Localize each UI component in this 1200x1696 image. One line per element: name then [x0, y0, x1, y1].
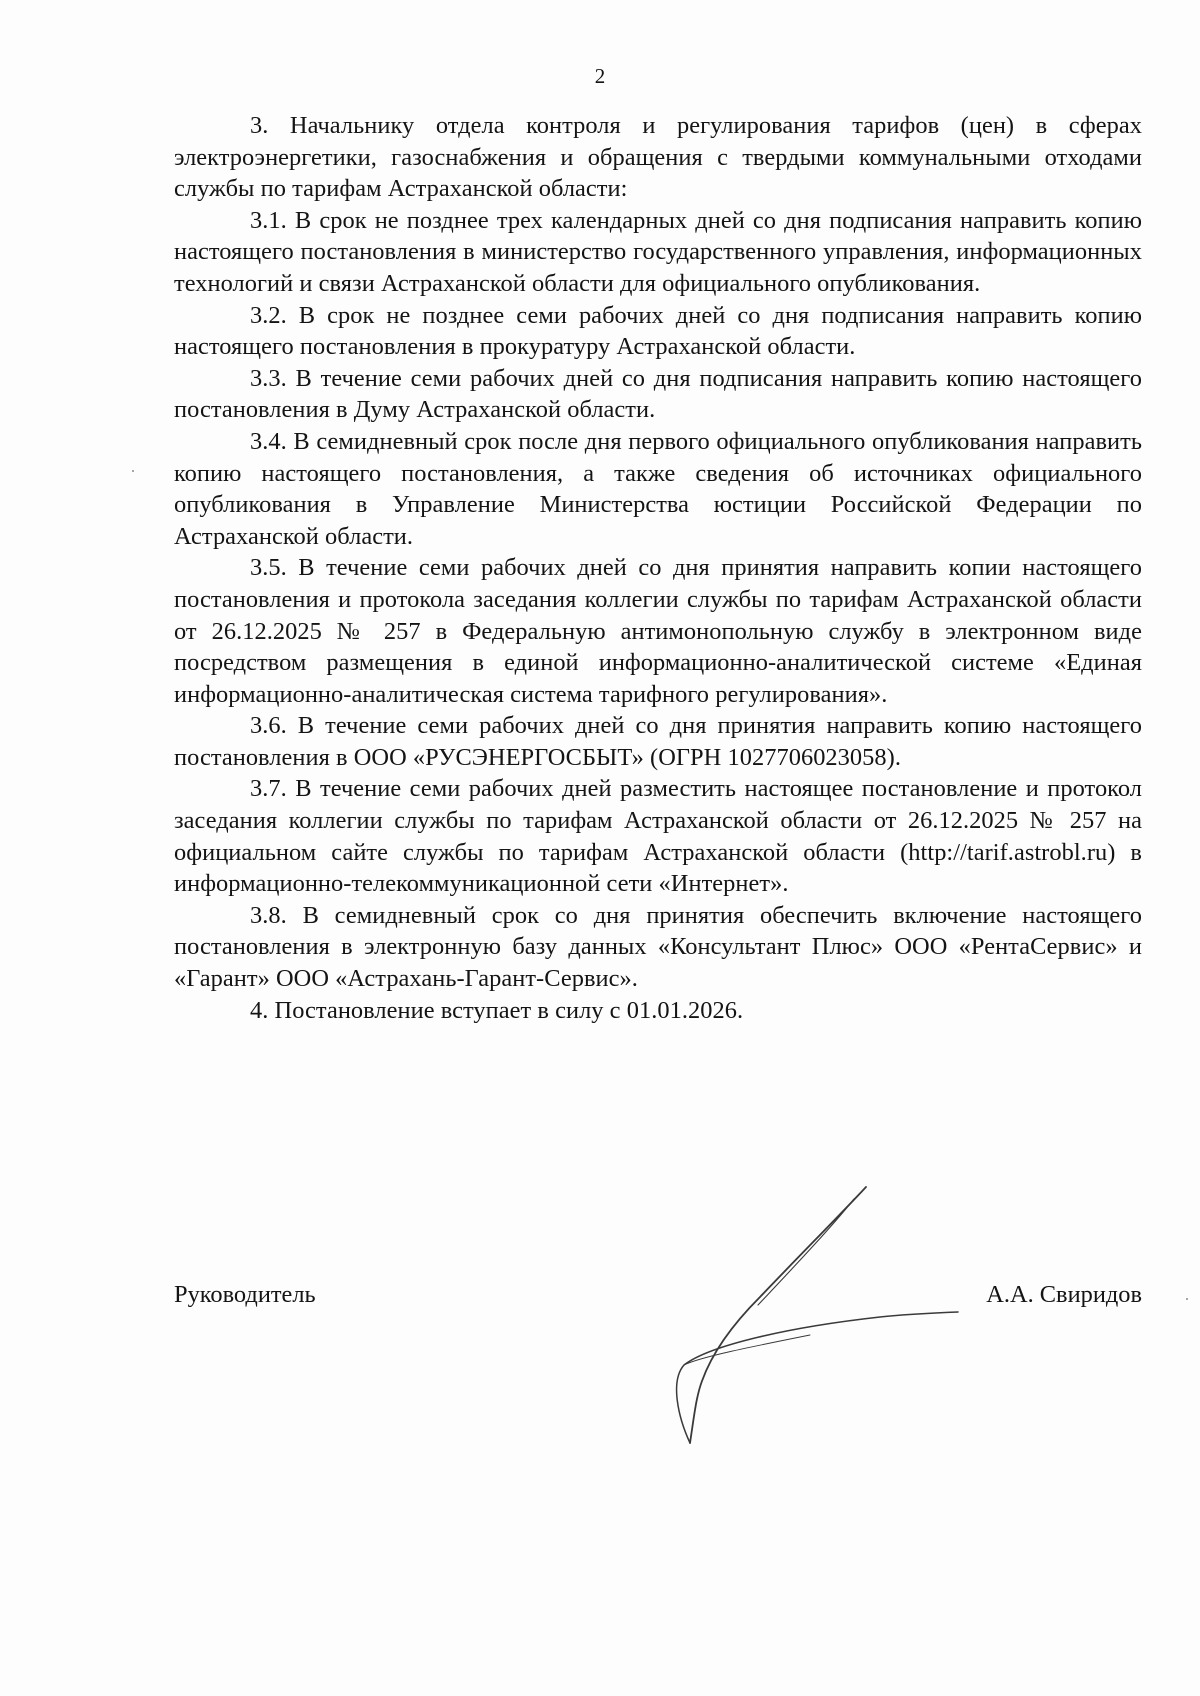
paragraph-3-6: 3.6. В течение семи рабочих дней со дня принятия направить копию настоящего постановления в ООО «РУСЭНЕРГОСБЫТ» (ОГРН 1027706023058).	[174, 712, 1142, 771]
scan-speck	[1186, 1298, 1188, 1300]
scan-speck	[132, 470, 134, 472]
handwritten-signature	[640, 1185, 960, 1455]
signatory-role: Руководитель	[174, 1281, 316, 1308]
paragraph-3-5: 3.5. В течение семи рабочих дней со дня принятия направить копии настоящего постановления и протокола заседания коллегии службы по тарифам Астраханской области от 26.12.2025 № 257 в Федеральную антимонопольную службу в электронном виде посредством размещения в единой информационно-аналитической системе «Единая информационно-аналитическая система тарифного регулирования».	[174, 554, 1142, 708]
signatory-name: А.А. Свиридов	[986, 1281, 1142, 1308]
paragraph-3-7: 3.7. В течение семи рабочих дней разместить настоящее постановление и протокол заседания коллегии службы по тарифам Астраханской области от 26.12.2025 № 257 на официальном сайте службы по тарифам Астраханской области (http://tarif.astrobl.ru) в информационно-телекоммуникационной сети «Интернет».	[174, 775, 1142, 898]
page-number: 2	[594, 64, 606, 88]
paragraph-3: 3. Начальнику отдела контроля и регулирования тарифов (цен) в сферах электроэнергетики, газоснабжения и обращения с твердыми коммунальными отходами службы по тарифам Астраханской области:	[174, 112, 1142, 203]
paragraph-3-1: 3.1. В срок не позднее трех календарных дней со дня подписания направить копию настоящего постановления в министерство государственного управления, информационных технологий и связи Астраханской области для официального опубликования.	[174, 206, 1142, 297]
paragraph-3-3: 3.3. В течение семи рабочих дней со дня подписания направить копию настоящего постановления в Думу Астраханской области.	[174, 364, 1142, 424]
paragraph-3-4: 3.4. В семидневный срок после дня первого официального опубликования направить копию настоящего постановления, а также сведения об источниках официального опубликования в Управление Министерства юстиции Российской Федерации по Астраханской области.	[174, 427, 1142, 550]
paragraph-3-8: 3.8. В семидневный срок со дня принятия обеспечить включение настоящего постановления в электронную базу данных «Консультант Плюс» ООО «РентаСервис» и «Гарант» ООО «Астрахань-Гарант-Сервис».	[174, 901, 1142, 993]
document-body	[174, 110, 1142, 1026]
paragraph-4: 4. Постановление вступает в силу с 01.01.2026.	[250, 996, 744, 1024]
paragraph-3-2: 3.2. В срок не позднее семи рабочих дней со дня подписания направить копию настоящего постановления в прокуратуру Астраханской области.	[174, 301, 1142, 361]
